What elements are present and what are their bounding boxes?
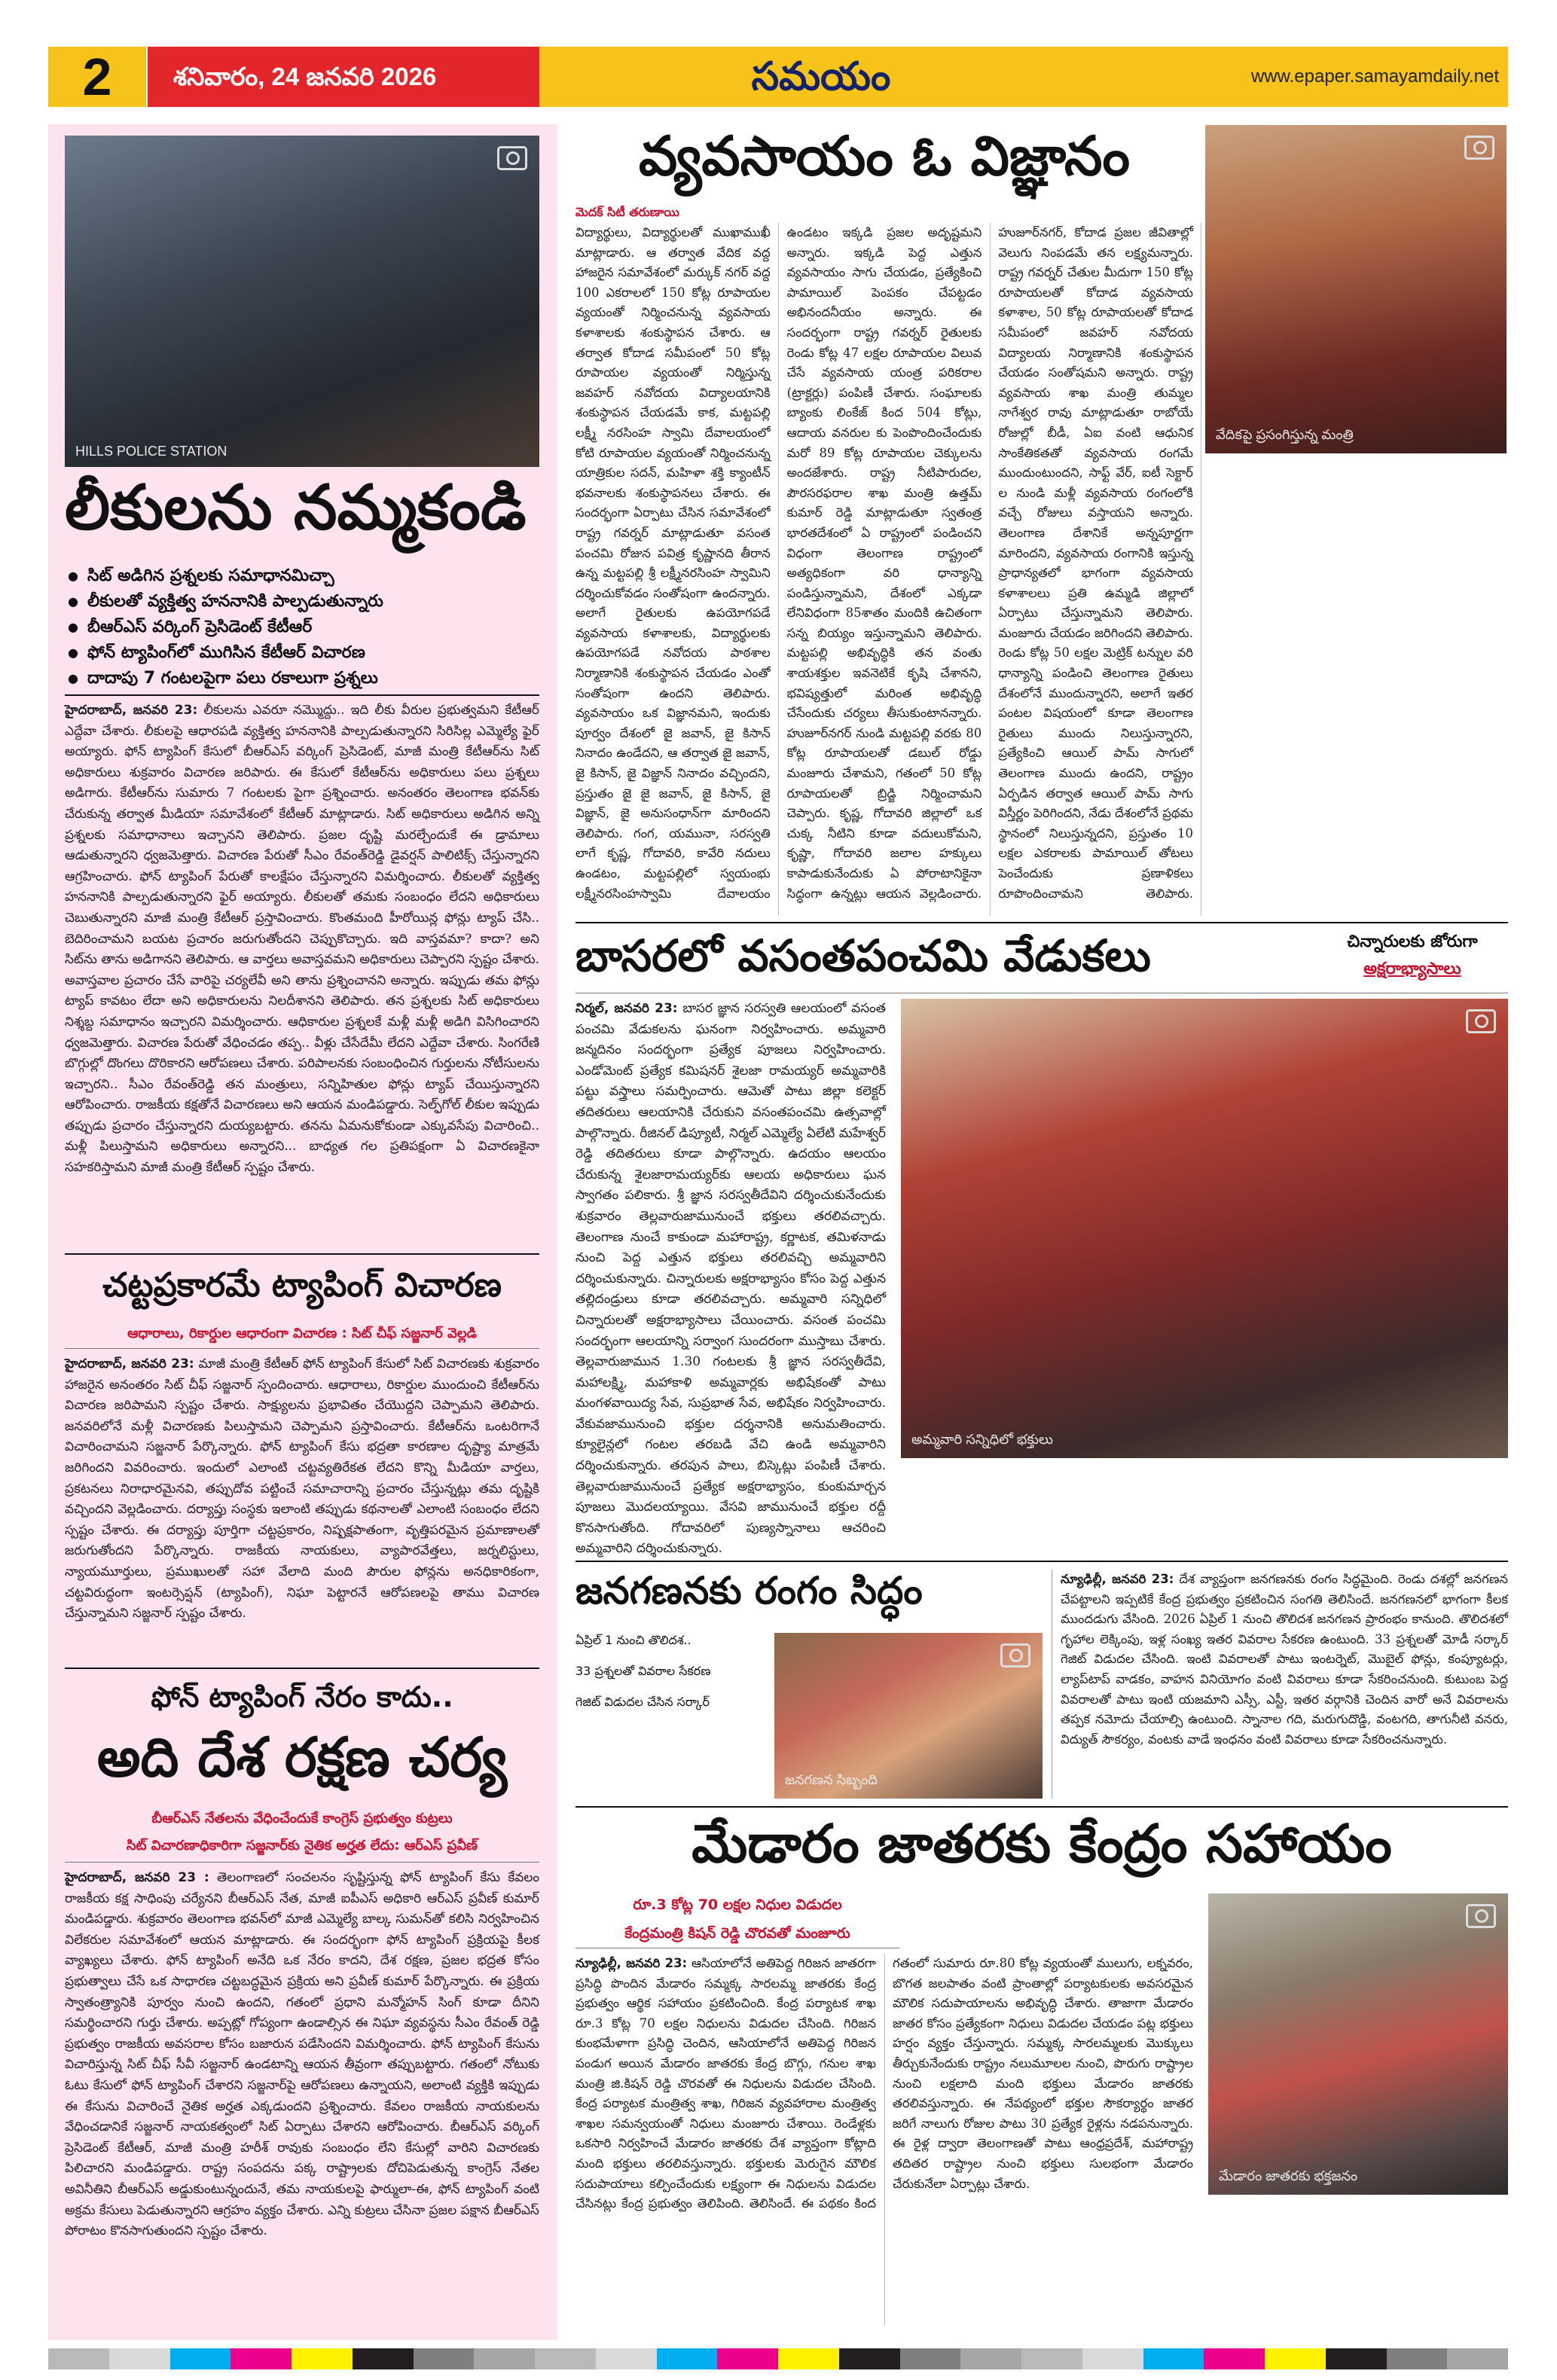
dateline: నిర్మల్, జనవరి 23: — [575, 1001, 678, 1016]
color-swatch — [839, 2348, 900, 2369]
story-headline[interactable]: వ్యవసాయం ఓ విజ్ఞానం — [639, 124, 1130, 188]
print-color-bar — [48, 2348, 1508, 2369]
story-subhead: ఆధారాలు, రికార్డుల ఆధారంగా విచారణ : సిట్ చీఫ్ సజ్జనార్ వెల్లడి — [127, 1326, 477, 1341]
census-bullets — [575, 1633, 764, 1712]
bullet-item: గెజిట్ విడుదల చేసిన సర్కార్ — [575, 1695, 710, 1709]
color-swatch — [109, 2348, 170, 2369]
photo-icon — [1466, 1009, 1496, 1033]
color-swatch — [48, 2348, 109, 2369]
color-swatch — [1204, 2348, 1265, 2369]
story-bullets — [68, 563, 535, 691]
census-photo — [774, 1633, 1043, 1799]
body-text: మాజీ మంత్రి కేటీఆర్ ఫోన్ ట్యాపింగ్ కేసులో సిట్ విచారణకు శుక్రవారం హాజరైన అనంతరం సిట్ చీఫ్ సజ్జనార్ స్పందించారు. ఆధారాలు, రికార్డుల ముందుంచి కేటీఆర్‌ను విచారణ జరిపామని స్పష్టం చేశారు. సాక్ష్యులను ప్రభావితం చేయొద్దని చెప్పామని తెలిపారు. జనవరిలోనే మళ్లీ విచారణకు పిలుస్తామని చెప్పామని ప్రస్తావించారు. కేటీఆర్‌ను ఒంటరిగానే విచారించామని సజ్జనార్ పేర్కొన్నారు. ఫోన్ ట్యాపింగ్ కేసు భద్రతా కారణాల దృష్ట్యా మాత్రమే జరిగిందని వివరించారు. ఇందులో ఎలాంటి చట్టవ్యతిరేకత లేదని కొన్ని మీడియా వార్తలు, ప్రకటనలు నిరాధారమైనవి, తప్పుదోవ పట్టించే సమాచారాన్ని ప్రచారం చేస్తున్నట్లు తమ దృష్టికి వచ్చిందని వెల్లడించారు. దర్యాప్తు సంస్థకు ఇలాంటి తప్పుడు కథనాలతో ఎలాంటి సంబంధం లేదని స్పష్టం చేశారు. ఈ దర్యాప్తు పూర్తిగా చట్టప్రకారం, నిష్పక్షపాతంగా, వృత్తిపరమైన ప్రమాణాలతో జరుగుతోందని పేర్కొన్నారు. రాజకీయ నాయకులు, వ్యాపారవేత్తలు, జర్నలిస్టులు, న్యాయమూర్తులు, ప్రముఖులతో సహా వేలాది మంది పౌరుల ఫోన్లను అనధికారికంగా, చట్టవిరుద్ధంగా ఇంటర్సెప్షన్ (ట్యాపింగ్), నిఘా పెట్టారనే ఆరోపణలపై తాము విచారణ చేస్తున్నామని సజ్జనార్ స్పష్టం చేశారు. — [65, 1356, 540, 1622]
photo-caption: మేడారం జాతరకు భక్తజనం — [1219, 2168, 1358, 2183]
body-text: బాసర జ్ఞాన సరస్వతి ఆలయంలో వసంత పంచమి వేడుకలను ఘనంగా నిర్వహించారు. అమ్మవారి జన్మదినం సందర్భంగా ప్రత్యేక పూజలు నిర్వహించారు. ఎండోమెంట్ ప్రత్యేక కమిషనర్ శైలజా రామయ్యర్ అమ్మవారికి పట్టు వస్త్రాలు సమర్పించారు. ఆమెతో పాటు జిల్లా కలెక్టర్ తదితరులు ఆలయానికి చేరుకుని వసంతపంచమి ఉత్సవాల్లో పాల్గొన్నారు. రీజినల్ డిప్యూటీ, నిర్మల్ ఎమ్మెల్యే ఏలేటి మహేశ్వర్ రెడ్డి తదితరులు కూడా పాల్గొన్నారు. ఉదయం ఆలయం చేరుకున్న శైలజారామయ్యర్‌కు ఆలయ అధికారులు ఘన స్వాగతం పలికారు. శ్రీ జ్ఞాన సరస్వతీదేవిని దర్శించుకునేందుకు శుక్రవారం తెల్లవారుజామునుంచే భక్తులు తరలివచ్చారు. తెలంగాణ నుంచే కాకుండా మహారాష్ట్ర, కర్ణాటక, తమిళనాడు నుంచి పెద్ద ఎత్తున భక్తులు తరలివచ్చి అమ్మవారిని దర్శించుకున్నారు. చిన్నారులకు అక్షరాభ్యాసం కోసం పెద్ద ఎత్తున తల్లిదండ్రులు కూడా తరలివచ్చారు. అమ్మవారి సన్నిధిలో చిన్నారులతో అక్షరాభ్యాసాలు చేయించారు. వసంత పంచమి సందర్భంగా ఆలయాన్ని సర్వాంగ సుందరంగా ముస్తాబు చేశారు. తెల్లవారుజామున 1.30 గంటలకు శ్రీ జ్ఞాన సరస్వతీదేవి, మహాలక్ష్మి, మహాకాళి అమ్మవార్లకు అభిషేకంతో పాటు మంగళవాయిద్య సేవ, సుప్రభాత సేవ, అభిషేకం నిర్వహించారు. వేకువజామునుంచి భక్తుల దర్శనానికి అనుమతించారు. క్యూలైన్లలో గంటల తరబడి వేచి ఉండి అమ్మవారిని దర్శించుకున్నారు. తరపున పాలు, బిస్కెట్లు పంపిణీ చేశారు. తెల్లవారుజామునుంచే ప్రత్యేక అక్షరాభ్యాసం, కుంకుమార్చన పూజలు మొదలయ్యాయి. వేసవి జామునుంచే భక్తుల రద్దీ కొనసాగుతోంది. గోదావరిలో పుణ్యస్నానాలు ఆచరించి అమ్మవారిని దర్శించుకున్నారు. — [575, 1001, 886, 1557]
epaper-url[interactable]: www.epaper.samayamdaily.net — [1250, 66, 1499, 87]
color-swatch — [778, 2348, 839, 2369]
story-headline[interactable]: మేడారం జాతరకు కేంద్రం సహాయం — [691, 1813, 1392, 1875]
divider — [575, 1561, 1508, 1562]
divider — [65, 1348, 539, 1349]
story-body — [575, 1954, 1193, 2326]
photo-icon — [497, 146, 527, 170]
divider — [65, 1668, 539, 1669]
color-swatch — [414, 2348, 475, 2369]
color-swatch — [292, 2348, 353, 2369]
page-number: 2 — [48, 47, 146, 107]
dateline: న్యూఢిల్లీ, జనవరి 23: — [1061, 1572, 1174, 1586]
minister-photo — [1205, 125, 1507, 453]
color-swatch — [1082, 2348, 1143, 2369]
story-headline[interactable]: లీకులను నమ్మకండి — [65, 472, 527, 544]
body-text: లీకులను ఎవరూ నమ్మొద్దు.. ఇది లీకు వీరుల ప్రభుత్వమని కేటీఆర్ ఎద్దేవా చేశారు. లీకులపై ఆధారపడి వ్యక్తిత్వ హననానికి పాల్పడుతున్నారని సిరిసిల్ల ఎమ్మెల్యే ఫైర్ అయ్యారు. ఫోన్ ట్యాపింగ్ కేసులో బీఆర్ఎస్ వర్కింగ్ ప్రెసిడెంట్, మాజీ మంత్రి కేటీఆర్‌ను సిట్ అధికారులు శుక్రవారం విచారణ జరిపారు. ఈ కేసులో కేటీఆర్‌ను అధికారులు పలు ప్రశ్నలు అడిగారు. కేటీఆర్‌ను సుమారు 7 గంటలకు పైగా ప్రశ్నించారు. అనంతరం తెలంగాణ భవన్‌కు చేరుకున్న తర్వాత మీడియా సమావేశంలో కేటీఆర్ మాట్లాడారు. సిట్ అధికారులు అడిగిన అన్ని ప్రశ్నలకు సమాధానాలు ఇచ్చానని తెలిపారు. ప్రజల దృష్టి మరల్చేందుకే ఈ డ్రామాలు ఆడుతున్నారని ధ్వజమెత్తారు. విచారణ పేరుతో సీఎం రేవంత్‌రెడ్డి డైవర్షన్ పాలిటిక్స్ చేస్తున్నారని ఆగ్రహించారు. ఫోన్ ట్యాపింగ్ పేరుతో కాలక్షేపం చేస్తున్నారని విమర్శించారు. లీకులతో వ్యక్తిత్వ హననానికి పాల్పడుతున్నారని ఫైర్ అయ్యారు. లీకులతో తమకు సంబంధం లేదని అధికారులు చెబుతున్నారని మాజీ మంత్రి కేటీఆర్ ప్రస్తావించారు. కొంతమంది హీరోయిన్ల ఫోన్లు ట్యాప్ చేసి.. బెదిరించామని బయట ప్రచారం జరుగుతోందని చెప్పుకొచ్చారు. ఇది వాస్తవమా? కాదా? అని సిట్‌ను తాను అడిగానని తెలిపారు. ఆ వార్తలు అవాస్తవమని అధికారులు చెప్పారని స్పష్టం చేశారు. అవాస్తవాల ప్రచారం చేసే వారిపై చర్యలేవీ అని తాను ప్రశ్నించానని అన్నారు. ఇప్పుడు తమ ఫోన్లు ట్యాప్ కావటం లేదా అని అధికారులను నిలదీశానని తెలిపారు. తన ప్రశ్నలకు సిట్ అధికారులు నిశ్శబ్ద సమాధానం ఇచ్చారని విమర్శించారు. ఆధికారుల ప్రశ్నలకే మళ్లీ మళ్లీ అడిగి విసిగించారని ధ్వజమెత్తారు. విచారణ పేరుతో వేధించడం తప్ప.. వీళ్లు చేసేదేమీ లేదని ఎద్దేవా చేశారు. సింగరేణి బొగ్గుల్లో దొంగలు దొరికారని ఆరోపణలు చేశారు. పరిపాలనకు సంబంధించిన గుర్తులను నోటీసులను ఇచ్చారని.. సీఎం రేవంత్‌రెడ్డి తన మంత్రులు, సన్నిహితుల ఫోన్లు ట్యాప్ చేయిస్తున్నారని ఆరోపించారు. రాజకీయ కక్షతోనే విచారణలు అని ఆయన మండిపడ్డారు. సెల్ఫ్‌గోల్ లీకుల ఇప్పుడు తప్పుడు ప్రచారం చేస్తున్నారని దుయ్యబట్టారు. తనను ఏమనుకోకుండా ఎక్కువసేపు విచారించి.. మళ్లీ పిలుస్తామని అధికారులు అన్నారని... బాధ్యత గల ప్రతిపక్షంగా ఏ విచారణకైనా సహకరిస్తామని మాజీ మంత్రి కేటీఆర్ స్పష్టం చేశారు. — [65, 703, 539, 1176]
color-swatch — [900, 2348, 961, 2369]
side-kicker: చిన్నారులకు జోరుగా — [1347, 932, 1478, 951]
color-swatch — [1021, 2348, 1082, 2369]
story-headline[interactable]: చట్టప్రకారమే ట్యాపింగ్ విచారణ — [102, 1266, 502, 1304]
dateline: న్యూఢిల్లీ, జనవరి 23: — [575, 1956, 688, 1970]
color-swatch — [1326, 2348, 1387, 2369]
masthead-logo: సమయం — [751, 54, 891, 99]
color-swatch — [596, 2348, 657, 2369]
story-headline[interactable]: బాసరలో వసంతపంచమి వేడుకలు — [575, 930, 1151, 981]
body-text: దేశ వ్యాప్తంగా జనగణనకు రంగం సిద్ధమైంది. రెండు దశల్లో జనగణన చేపట్టాలని ఇప్పటికే కేంద్ర ప్రభుత్వం ప్రకటించిన సంగతి తెలిసిందే. జనగణనలో భాగంగా కీలక ముందడుగు వేసింది. 2026 ఏప్రిల్ 1 నుంచి తొలిదశ జనగణన ప్రారంభం కానుంది. తొలిదశలో గృహాల లెక్కింపు, ఇళ్ల సంఖ్య ఇతర వివరాల సేకరణ ఉంటుంది. 33 ప్రశ్నలతో మోడీ సర్కార్ గెజిట్ విడుదల చేసింది. ఇంటి వివరాలతో పాటు ఇంటర్నెట్, మొబైల్ ఫోన్లు, కంప్యూటర్లు, ల్యాప్‌టాప్ వాడకం, వాహన వినియోగం వంటి వివరాలు కూడా సేకరించనుంది. కుటుంబ పెద్ద వివరాలతో పాటు ఇంటి యజమాని ఎస్సీ, ఎస్టీ, ఇతర వర్గానికి చెందిన వారో అనే వివరాలను తప్పక నమోదు చేయాల్సి ఉంటుంది. స్నానాల గది, మరుగుదొడ్డి, వంటగది, తాగునీటి వనరు, విద్యుత్ సౌకర్యం, వంటకు వాడే ఇంధనం వంటి వివరాలు కూడా సేకరించనున్నారు. — [1061, 1572, 1508, 1747]
dateline: హైదరాబాద్, జనవరి 23 : — [65, 1870, 209, 1885]
story-body — [575, 223, 1193, 916]
divider — [65, 1862, 539, 1863]
bullet-item: ● లీకులతో వ్యక్తిత్వ హననానికి పాల్పడుతున్నారు — [68, 589, 535, 615]
basara-photo — [901, 999, 1508, 1458]
photo-caption: HILLS POLICE STATION — [75, 444, 227, 459]
story-subhead: కేంద్రమంత్రి కిషన్ రెడ్డి చొరవతో మంజూరు — [624, 1925, 850, 1942]
bullet-item: ఏప్రిల్ 1 నుంచి తొలిదశ.. — [575, 1633, 691, 1647]
body-text: ఆసియాలోనే అతిపెద్ద గిరిజన జాతరగా ప్రసిద్ధి పొందిన మేడారం సమ్మక్క సారలమ్మ జాతరకు కేంద్ర ప్రభుత్వం ఆర్థిక సహాయం ప్రకటించింది. కేంద్ర పర్యాటక శాఖ రూ.3 కోట్ల 70 లక్షల నిధులను విడుదల చేసింది. గిరిజన కుంభమేళాగా ప్రసిద్ధి చెందిన, ఆసియాలోనే అతిపెద్ద గిరిజన పండుగ అయిన మేడారం జాతరకు కేంద్ర బొగ్గు, గనుల శాఖ మంత్రి జి.కిషన్ రెడ్డి చొరవతో ఈ నిధులను విడుదల చేసింది. కేంద్ర పర్యాటక మంత్రిత్వ శాఖ, గిరిజన వ్యవహారాల మంత్రిత్వ శాఖల సమన్వయంతో నిధులు మంజూరు చేశాయి. రెండేళ్లకు ఒకసారి నిర్వహించే మేడారం జాతరకు దేశ వ్యాప్తంగా కోట్లాది మంది భక్తులు తరలివస్తున్నారు. భక్తులకు మెరుగైన మౌలిక సదుపాయాలు కల్పించేందుకు లక్ష్యంగా ఈ నిధులను విడుదల చేసినట్లు కేంద్ర ప్రభుత్వం తెలిపింది. తెలిసిందే. ఈ పథకం కింద గతంలో సుమారు రూ.80 కోట్ల వ్యయంతో ములుగు, లక్నవరం, బొగత జలపాతం వంటి ప్రాంతాల్లో పర్యాటకులకు అవసరమైన మౌలిక సదుపాయాలను అభివృద్ధి చేశారు. తాజాగా మేడారం జాతర కోసం ప్రత్యేకంగా నిధులు విడుదల చేయడం పట్ల భక్తులు హర్షం వ్యక్తం చేస్తున్నారు. సమ్మక్క సారలమ్మలకు మొక్కులు తీర్చుకునేందుకు రాష్ట్రం నలుమూలల నుంచి, పొరుగు రాష్ట్రాల నుంచి లక్షలాది మంది భక్తులు మేడారం జాతరకు తరలివస్తున్నారు. ఈ నేపథ్యంలో భక్తుల సౌకర్యార్థం జాతర జరిగే నాలుగు రోజుల పాటు 30 ప్రత్యేక రైళ్లను నడపనున్నారు. ఈ రైళ్ల ద్వారా తెలంగాణతో పాటు ఆంధ్రప్రదేశ్, మహారాష్ట్ర తదితర రాష్ట్రాల నుంచి భక్తులు సులభంగా మేడారం చేరుకునేలా ఏర్పాట్లు చేశారు. — [575, 1956, 1193, 2211]
bullet-item: ● బీఆర్ఎస్ వర్కింగ్ ప్రెసిడెంట్ కేటీఆర్ — [68, 615, 535, 640]
story-subhead: సిట్ విచారణాధికారిగా సజ్జనార్‌కు నైతిక అర్హత లేదు: ఆర్ఎస్ ప్రవీణ్ — [126, 1838, 478, 1854]
story-body — [1061, 1570, 1508, 1799]
divider — [575, 1806, 1508, 1808]
story-headline[interactable]: జనగణనకు రంగం సిద్ధం — [575, 1569, 923, 1613]
photo-caption: అమ్మవారి సన్నిధిలో భక్తులు — [911, 1432, 1053, 1447]
story-subhead: రూ.3 కోట్ల 70 లక్షల నిధుల విడుదల — [633, 1896, 842, 1913]
color-swatch — [474, 2348, 535, 2369]
color-swatch — [1387, 2348, 1448, 2369]
body-text: తెలంగాణలో సంచలనం సృష్టిస్తున్న ఫోన్ ట్యాపింగ్ కేసు కేవలం రాజకీయ కక్ష సాధింపు చర్యేనని బీఆర్ఎస్ నేత, మాజీ ఐపీఎస్ అధికారి ఆర్ఎస్ ప్రవీణ్ కుమార్ మండిపడ్డారు. శుక్రవారం తెలంగాణ భవన్‌లో మాజీ ఎమ్మెల్యే బాల్క సుమన్‌తో కలిసి నిర్వహించిన విలేకరుల సమావేశంలో ఆయన మాట్లాడారు. ఈ సందర్భంగా ఫోన్ ట్యాపింగ్ ప్రక్రియపై కీలక వ్యాఖ్యలు చేశారు. ఫోన్ ట్యాపింగ్ అనేది ఒక నేరం కాదని, దేశ రక్షణ, ప్రజల భద్రత కోసం ప్రభుత్వాలు చేసే ఒక సాధారణ చట్టబద్ధమైన ప్రక్రియ అని ప్రవీణ్ కుమార్ పేర్కొన్నారు. ఈ ప్రక్రియ స్వాతంత్ర్యానికి పూర్వం నుంచి ఉందని, గతంలో ప్రధాని మన్మోహన్ సింగ్ కూడా దీనిని సమర్థించారని గుర్తు చేశారు. అప్పట్లో గోప్యంగా ఉండాల్సిన ఈ నిఘా వ్యవస్థను సీఎం రేవంత్ రెడ్డి ప్రభుత్వం రాజకీయ అవసరాల కోసం బజారున పడేసిందని విమర్శించారు. ఫోన్ ట్యాపింగ్ కేసును విచారిస్తున్న సిట్ చీఫ్ సీవీ సజ్జనార్ ఉండటాన్ని ఆయన తీవ్రంగా తప్పుబట్టారు. గతంలో నోటుకు ఓటు కేసులో ఫోన్ ట్యాపింగ్ చేశారని సజ్జనార్‌పై ఆరోపణలు ఉన్నాయని, అలాంటి వ్యక్తికి ఇప్పుడు ఈ కేసును విచారించే నైతిక అర్హత ఎక్కడుందని ప్రశ్నించారు. కేవలం రాజకీయ నాయకులను వేధించడానికే సజ్జనార్ నాయకత్వంలో సిట్ ఏర్పాటు చేశారని ఆరోపించారు. బీఆర్ఎస్ వర్కింగ్ ప్రెసిడెంట్ కేటీఆర్, మాజీ మంత్రి హరీశ్ రావుకు సంబంధం లేని కేసుల్లో వారిని విచారణకు పిలిచారని మండిపడ్డారు. రాష్ట్ర సంపదను పక్క రాష్ట్రాలకు దోచిపెడుతున్న కాంగ్రెస్ నేతల అవినీతిని బీఆర్ఎస్ అడ్డుకుంటున్నందునే, తమ నాయకులపై ఫార్ములా-ఈ, ఫోన్ ట్యాపింగ్ వంటి అక్రమ కేసులు పెడుతున్నారని ఆగ్రహం వ్యక్తం చేశారు. ఎన్ని కుట్రలు చేసినా ప్రజల పక్షాన బీఆర్ఎస్ పోరాటం కొనసాగుతుందని స్పష్టం చేశారు. — [65, 1870, 540, 2239]
divider — [65, 694, 539, 696]
color-swatch — [1143, 2348, 1204, 2369]
police-station-photo — [65, 136, 539, 467]
dateline: హైదరాబాద్, జనవరి 23: — [65, 1356, 194, 1372]
color-swatch — [1265, 2348, 1326, 2369]
side-kicker-red: అక్షరాభ్యాసాలు — [1363, 960, 1461, 978]
medaram-photo — [1208, 1893, 1508, 2195]
issue-date: శనివారం, 24 జనవరి 2026 — [148, 47, 539, 107]
byline: మెదక్ సిటీ తరుణాయి — [575, 205, 679, 219]
divider — [65, 1253, 539, 1255]
color-swatch — [657, 2348, 718, 2369]
story-headline[interactable]: అది దేశ రక్షణ చర్య — [96, 1726, 508, 1789]
photo-icon — [1464, 136, 1494, 160]
color-swatch — [535, 2348, 596, 2369]
color-swatch — [170, 2348, 231, 2369]
dateline: హైదరాబాద్, జనవరి 23: — [65, 703, 198, 718]
color-swatch — [353, 2348, 414, 2369]
bullet-item: ● ఫోన్ ట్యాపింగ్‌లో ముగిసిన కేటీఆర్ విచారణ — [68, 640, 535, 666]
bullet-item: ● సిట్ అడిగిన ప్రశ్నలకు సమాధానమిచ్చా — [68, 563, 535, 589]
color-swatch — [230, 2348, 292, 2369]
color-swatch — [960, 2348, 1021, 2369]
story-subhead: బీఆర్ఎస్ నేతలను వేధించేందుకే కాంగ్రెస్ ప్రభుత్వం కుట్రలు — [151, 1811, 453, 1826]
story-body — [575, 999, 886, 1557]
color-swatch — [717, 2348, 778, 2369]
body-text: విద్యార్థులు, విద్యార్థులతో ముఖాముఖీ మాట్లాడారు. ఆ తర్వాత వేదిక వద్ద హాజరైన సమావేశంలో మర్కుక్ నగర్ వద్ద 100 ఎకరాలలో 150 కోట్ల రూపాయల వ్యయంతో నిర్మించనున్న వ్యవసాయ కళాశాలకు శంకుస్థాపన చేశారు. ఆ తర్వాత కోదాడ సమీపంలో 50 కోట్ల రూపాయల వ్యయంతో నిర్మిస్తున్న జవహర్ నవోదయ విద్యాలయానికి శంకుస్థాపన చేయడమే కాక, మట్టపల్లి లక్ష్మీ నరసింహ స్వామి దేవాలయంలో కోటి రూపాయల వ్యయంతో నిర్మించనున్న యాత్రికుల సదన్, మహిళా శక్తి క్యాంటీన్ భవనాలకు శంకుస్థాపనలు చేశారు. ఈ సందర్భంగా ఏర్పాటు చేసిన సమావేశంలో రాష్ట్ర గవర్నర్ మాట్లాడుతూ వసంత పంచమి రోజున పవిత్ర కృష్ణానది తీరాన ఉన్న మట్టపల్లి శ్రీ లక్ష్మీనరసింహ స్వామిని దర్శించుకోవడం సంతోషంగా ఉందన్నారు. అలాగే రైతులకు ఉపయోగపడే వ్యవసాయ కళాశాలకు, విద్యార్థులకు ఉపయోగపడే నవోదయ పాఠశాల నిర్మాణానికి శంకుస్థాపన చేయడం ఎంతో సంతోషంగా ఉందని తెలిపారు. వ్యవసాయం ఒక విజ్ఞానమని, ఇందుకు పూర్వం దేశంలో జై జవాన్, జై కిసాన్ నినాదం ఉండేదని, ఆ తర్వాత జై జవాన్, జై కిసాన్, జై విజ్ఞాన్ నినాదం వచ్చిందని, ప్రస్తుతం జై జై జవాన్, జై కిసాన్, జై విజ్ఞాన్, జై అనుసంధాన్‌గా మారిందని తెలిపారు. గంగ, యమునా, సరస్వతి లాగే కృష్ణ, గోదావరి, కావేరి నదులు ఉండటం, మట్టపల్లిలో స్వయంభు లక్ష్మీనరసింహస్వామి దేవాలయం ఉండటం ఇక్కడి ప్రజల అదృష్టమని అన్నారు. ఇక్కడి పెద్ద ఎత్తున వ్యవసాయం సాగు చేయడం, ప్రత్యేకించి పామాయిల్ పెంపకం చేపట్టడం అభినందనీయం అన్నారు. ఈ సందర్భంగా రాష్ట్ర గవర్నర్ రైతులకు రెండు కోట్ల 47 లక్షల రూపాయల విలువ చేసే వ్యవసాయ యంత్ర పరికరాల (ట్రాక్టర్లు) పంపిణీ చేశారు. సంఘాలకు బ్యాంకు లింకేజ్ కింద 504 కోట్లు, ఆదాయ వనరుల కు పెంపొందించేందుకు మరో 89 కోట్ల రూపాయల చెక్కులను అందజేశారు. రాష్ట్ర నీటిపారుదల, పౌరసరఫరాల శాఖ మంత్రి ఉత్తమ్ కుమార్ రెడ్డి మాట్లాడుతూ స్వతంత్ర భారతదేశంలో ఏ రాష్ట్రంలో పండించని విధంగా తెలంగాణ రాష్ట్రంలో అత్యధికంగా వరి ధాన్యాన్ని పండిస్తున్నామని, దేశంలో ఎక్కడా లేనివిధంగా 85శాతం మందికి ఉచితంగా సన్న బియ్యం ఇస్తున్నామని తెలిపారు. మట్టపల్లి అభివృద్ధికి తన వంతు శాయశక్తుల ఇవనెటికే కృషి చేశానని, భవిష్యత్తులో మరింత అభివృద్ధి చేసేందుకు చర్యలు తీసుకుంటానన్నారు. హుజూర్‌నగర్ నుండి మట్టపల్లి వరకు 80 కోట్ల రూపాయలతో డబుల్ రోడ్డు మంజూరు చేశామని, గతంలో 50 కోట్ల రూపాయలతో బ్రిడ్జి నిర్మించామని చెప్పారు. కృష్ణ, గోదావరి జిల్లాలో ఒక చుక్క నీటిని కూడా వదులుకోమని, కృష్ణా, గోదావరి జలాల హక్కులు కాపాడుకునేందుకు ఏ పోరాటానికైనా సిద్ధంగా ఉన్నట్లు ఆయన వెల్లడించారు. హుజూర్‌నగర్, కోదాడ ప్రజల జీవితాల్లో వెలుగు నింపడమే తన లక్ష్యమన్నారు. రాష్ట్ర గవర్నర్ చేతుల మీదుగా 150 కోట్ల రూపాయలతో కోదాడ వ్యవసాయ కళాశాల, 50 కోట్ల రూపాయలతో కోదాడ సమీపంలో జవహర్ నవోదయ విద్యాలయ నిర్మాణానికి శంకుస్థాపన చేయడం సంతోషమని అన్నారు. రాష్ట్ర వ్యవసాయ శాఖ మంత్రి తుమ్మల నాగేశ్వర రావు మాట్లాడుతూ రాబోయే రోజుల్లో బీడీ, ఏఐ వంటి ఆధునిక సాంకేతికతతో వ్యవసాయ రంగమే ముందుంటుందని, సాఫ్ట్ వేర్, ఐటీ సెక్టార్ ల నుండి మళ్లీ వ్యవసాయ రంగంలోకి వచ్చే రోజులు వస్తాయని అన్నారు. తెలంగాణ దేశానికే అన్నపూర్ణగా మారిందని, వ్యవసాయ రంగానికి ఇస్తున్న ప్రాధాన్యతలో భాగంగా వ్యవసాయ కళాశాలలు ప్రతి ఉమ్మడి జిల్లాలో ఏర్పాటు చేస్తున్నామని తెలిపారు. మంజూరు చేయడం జరిగిందని తెలిపారు. రెండు కోట్ల 50 లక్షల మెట్రిక్ టన్నుల వరి ధాన్యాన్ని పండించి తెలంగాణ రైతులు దేశంలోనే ముందున్నారని, అలాగే ఇతర పంటల విషయంలో కూడా తెలంగాణ రైతులు ముందు నిలుస్తున్నారని, ప్రత్యేకించి ఆయిల్ పామ్ సాగులో తెలంగాణ ముందు ఉందని, రాష్ట్రం ఏర్పడిన తర్వాత ఆయిల్ పామ్ సాగు విస్తీర్ణం పెరిగిందని, నేడు దేశంలోనే ప్రథమ స్థానంలో నిలుస్తున్నదని, ప్రస్తుతం 10 లక్షల ఎకరాలకు పామాయిల్ తోటలు పెంచేందుకు ప్రణాళికలు రూపొందించామని తెలిపారు. — [575, 225, 1193, 901]
bullet-item: 33 ప్రశ్నలతో వివరాల సేకరణ — [575, 1664, 711, 1678]
bullet-item: ● దాదాపు 7 గంటలపైగా పలు రకాలుగా ప్రశ్నలు — [68, 666, 535, 691]
story-body — [65, 1354, 539, 1661]
story-body — [65, 700, 539, 1243]
color-swatch — [1447, 2348, 1508, 2369]
photo-caption: వేదికపై ప్రసంగిస్తున్న మంత్రి — [1216, 427, 1354, 442]
story-body — [65, 1868, 539, 2329]
story-kicker: ఫోన్ ట్యాపింగ్ నేరం కాదు.. — [151, 1680, 453, 1713]
photo-icon — [1466, 1904, 1496, 1928]
divider — [575, 922, 1508, 923]
photo-caption: జనగణన సిబ్బంది — [785, 1772, 878, 1787]
photo-icon — [1000, 1643, 1030, 1668]
